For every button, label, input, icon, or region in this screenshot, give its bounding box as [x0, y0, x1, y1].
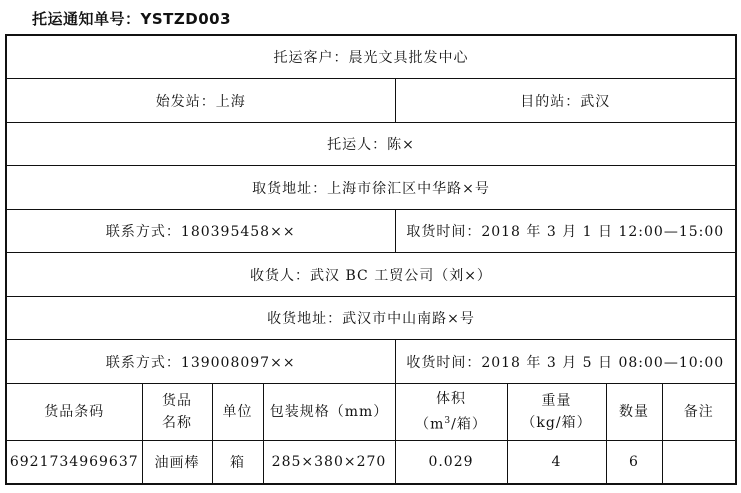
delivery-address-cell: 收货地址：武汉市中山南路×号: [6, 297, 736, 340]
header-unit: 单位: [212, 384, 263, 441]
row-consignee-contact: [6, 340, 736, 384]
consignee-cell: 收货人：武汉 BC 工贸公司（刘×）: [6, 253, 736, 297]
shipping-notice-table: [5, 34, 737, 485]
goods-row: [6, 441, 736, 485]
row-delivery-address: [6, 297, 736, 340]
header-weight: [507, 384, 606, 441]
document-title: 托运通知单号：YSTZD003: [32, 10, 232, 28]
header-goods-name-line2: 名称: [162, 415, 192, 431]
shipper-customer-cell: 托运客户：晨光文具批发中心: [6, 35, 736, 79]
header-weight-line1: 重量: [541, 393, 572, 409]
header-package-spec: 包装规格（mm）: [263, 384, 395, 441]
row-consignee: [6, 253, 736, 297]
shipper-person-cell: 托运人：陈×: [6, 123, 736, 166]
row-shipper-person: [6, 123, 736, 166]
header-volume-line2-pre: （m: [415, 416, 445, 433]
header-quantity: 数量: [606, 384, 662, 441]
row-pickup-address: [6, 166, 736, 210]
shipper-contact-cell: 联系方式：180395458××: [6, 210, 395, 253]
header-volume-line2-post: /箱）: [451, 416, 487, 433]
cell-remarks: [662, 441, 736, 485]
header-goods-name: [142, 384, 212, 441]
header-volume-superscript: 3: [444, 416, 452, 427]
header-weight-line2: （kg/箱）: [521, 415, 592, 431]
pickup-time-cell: 取货时间：2018 年 3 月 1 日 12:00—15:00: [395, 210, 736, 253]
pickup-address-cell: 取货地址：上海市徐汇区中华路×号: [6, 166, 736, 210]
goods-header-row: [6, 384, 736, 441]
header-goods-name-line1: 货品: [162, 393, 192, 409]
origin-station-cell: 始发站：上海: [6, 79, 395, 123]
destination-station-cell: 目的站：武汉: [395, 79, 736, 123]
cell-quantity: 6: [606, 441, 662, 485]
row-shipper-contact: [6, 210, 736, 253]
header-remarks: 备注: [662, 384, 736, 441]
cell-unit: 箱: [212, 441, 263, 485]
header-volume-line1: 体积: [436, 391, 466, 408]
cell-volume: 0.029: [395, 441, 507, 485]
row-stations: [6, 79, 736, 123]
consignee-contact-cell: 联系方式：139008097××: [6, 340, 395, 384]
cell-barcode: 6921734969637: [6, 441, 142, 485]
delivery-time-cell: 收货时间：2018 年 3 月 5 日 08:00—10:00: [395, 340, 736, 384]
row-shipper-customer: [6, 35, 736, 79]
cell-goods-name: 油画棒: [142, 441, 212, 485]
cell-weight: 4: [507, 441, 606, 485]
header-barcode: 货品条码: [6, 384, 142, 441]
cell-package-spec: 285×380×270: [263, 441, 395, 485]
header-volume: [395, 384, 507, 441]
